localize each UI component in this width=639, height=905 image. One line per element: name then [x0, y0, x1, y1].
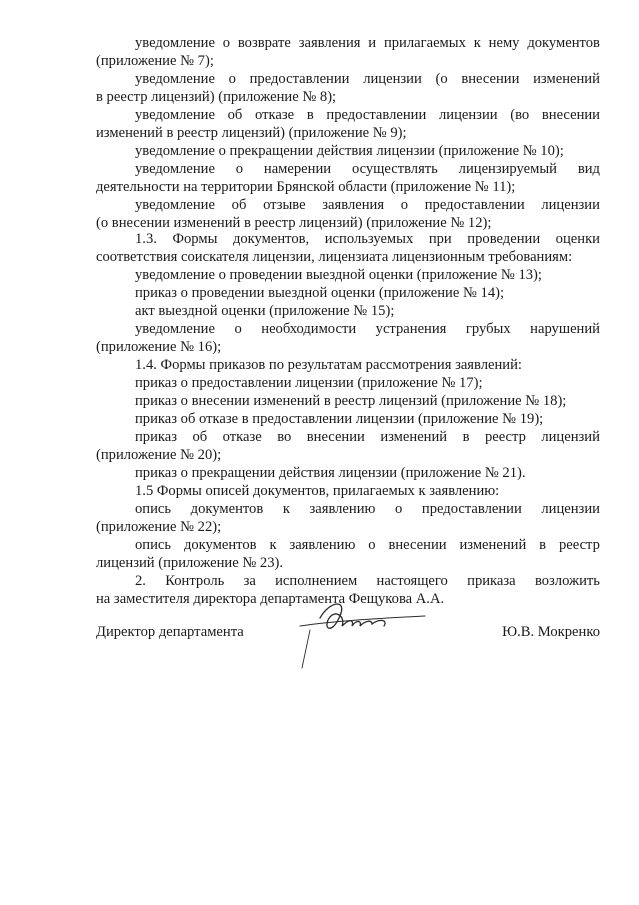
- text-line: 1.3. Формы документов, используемых при проведении оценки: [135, 231, 600, 247]
- text-line: 2. Контроль за исполнением настоящего приказа возложить: [135, 573, 600, 589]
- text-line: (приложение № 7);: [96, 53, 214, 69]
- text-line: акт выездной оценки (приложение № 15);: [135, 303, 395, 319]
- text-line: соответствия соискателя лицензии, лицензиата лицензионным требованиям:: [96, 249, 573, 265]
- text-line: приказ об отказе в предоставлении лицензии (приложение № 19);: [135, 411, 544, 427]
- text-line: уведомление об отзыве заявления о предоставлении лицензии: [135, 197, 600, 213]
- text-line: уведомление о возврате заявления и прилагаемых к нему документов: [135, 35, 600, 51]
- text-line: опись документов к заявлению о внесении изменений в реестр: [135, 537, 600, 553]
- text-line: уведомление о проведении выездной оценки (приложение № 13);: [135, 267, 542, 283]
- text-line: уведомление о прекращении действия лицензии (приложение № 10);: [135, 143, 564, 159]
- text-line: 1.5 Формы описей документов, прилагаемых к заявлению:: [135, 483, 500, 499]
- text-line: (приложение № 20);: [96, 447, 222, 463]
- text-line: уведомление о предоставлении лицензии (о внесении изменений: [135, 71, 600, 87]
- text-line: приказ о проведении выездной оценки (приложение № 14);: [135, 285, 505, 301]
- text-line: уведомление об отказе в предоставлении лицензии (во внесении: [135, 107, 600, 123]
- text-line: приказ о внесении изменений в реестр лицензий (приложение № 18);: [135, 393, 567, 409]
- text-line: на заместителя директора департамента Фещукова А.А.: [96, 591, 445, 607]
- text-line: приказ об отказе во внесении изменений в реестр лицензий: [135, 429, 600, 445]
- text-line: в реестр лицензий) (приложение № 8);: [96, 89, 337, 105]
- text-line: уведомление о необходимости устранения грубых нарушений: [135, 321, 600, 337]
- text-line: лицензий (приложение № 23).: [96, 555, 284, 571]
- handwritten-signature: [280, 590, 430, 670]
- text-line: опись документов к заявлению о предоставлении лицензии: [135, 501, 600, 517]
- text-line: (приложение № 16);: [96, 339, 222, 355]
- text-line: приказ о предоставлении лицензии (приложение № 17);: [135, 375, 483, 391]
- text-line: (приложение № 22);: [96, 519, 222, 535]
- text-line: деятельности на территории Брянской области (приложение № 11);: [96, 179, 516, 195]
- signatory-name: Ю.В. Мокренко: [502, 624, 600, 640]
- text-line: уведомление о намерении осуществлять лицензируемый вид: [135, 161, 600, 177]
- text-line: приказ о прекращении действия лицензии (приложение № 21).: [135, 465, 526, 481]
- text-line: 1.4. Формы приказов по результатам рассмотрения заявлений:: [135, 357, 522, 373]
- text-line: изменений в реестр лицензий) (приложение № 9);: [96, 125, 407, 141]
- signatory-title: Директор департамента: [96, 624, 244, 640]
- text-line: (о внесении изменений в реестр лицензий) (приложение № 12);: [96, 215, 492, 231]
